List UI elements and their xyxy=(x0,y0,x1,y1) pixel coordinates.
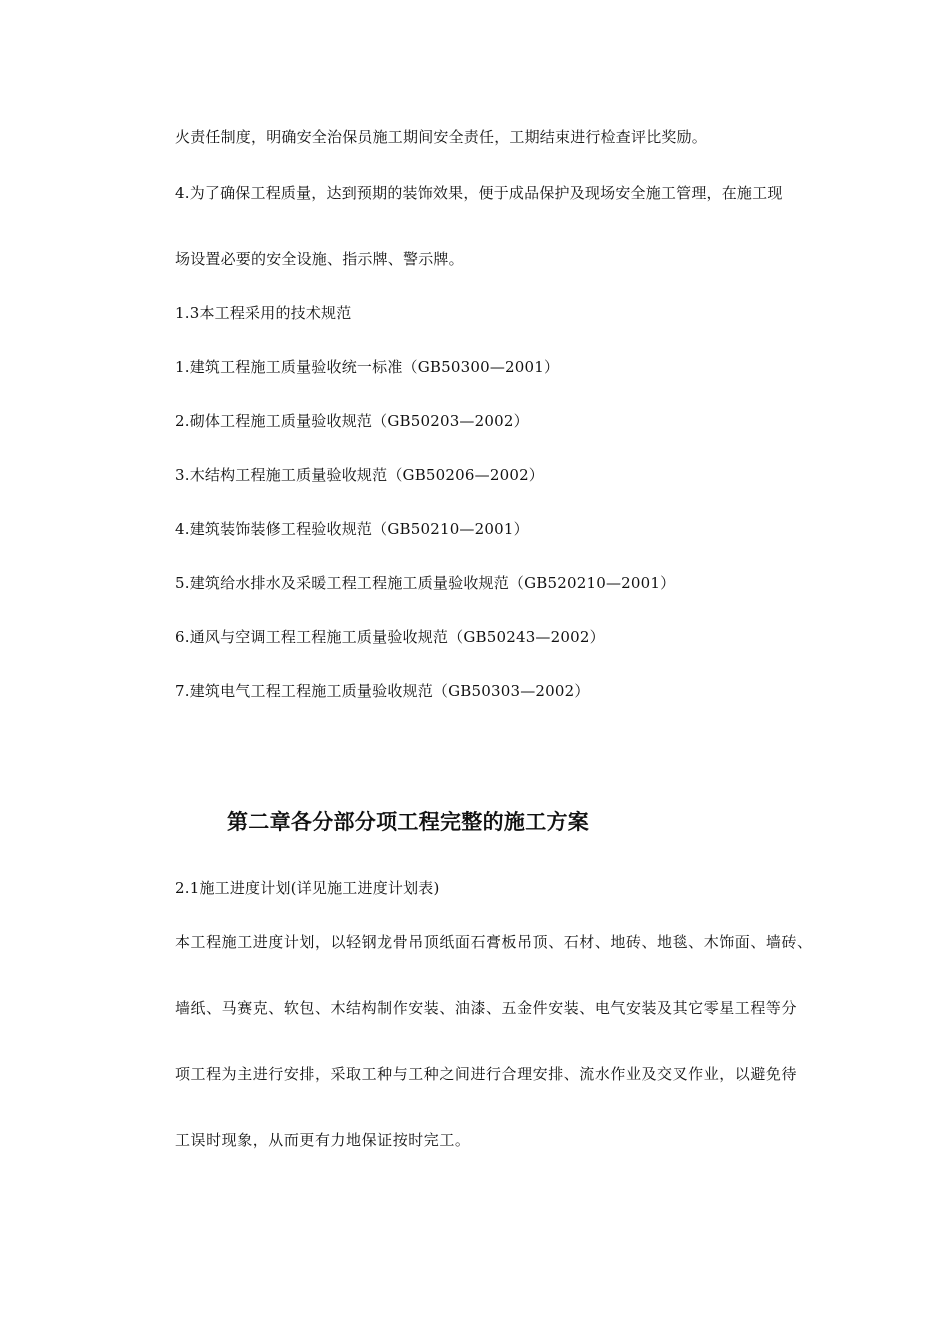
list-item: 7.建筑电气工程工程施工质量验收规范（GB50303—2002） xyxy=(175,682,590,700)
list-item: 2.砌体工程施工质量验收规范（GB50203—2002） xyxy=(175,412,529,430)
paragraph-line: 工误时现象，从而更有力地保证按时完工。 xyxy=(175,1131,471,1149)
paragraph-line: 墙纸、马赛克、软包、木结构制作安装、油漆、五金件安装、电气安装及其它零星工程等分 xyxy=(175,999,798,1017)
section-title: 1.3本工程采用的技术规范 xyxy=(175,304,352,322)
section-title: 2.1施工进度计划(详见施工进度计划表) xyxy=(175,879,440,897)
paragraph-line: 场设置必要的安全设施、指示牌、警示牌。 xyxy=(175,250,464,268)
chapter-heading: 第二章各分部分项工程完整的施工方案 xyxy=(227,810,590,834)
paragraph-line: 项工程为主进行安排，采取工种与工种之间进行合理安排、流水作业及交叉作业，以避免待 xyxy=(175,1065,798,1083)
list-item: 6.通风与空调工程工程施工质量验收规范（GB50243—2002） xyxy=(175,628,605,646)
list-item: 1.建筑工程施工质量验收统一标准（GB50300—2001） xyxy=(175,358,560,376)
list-item: 3.木结构工程施工质量验收规范（GB50206—2002） xyxy=(175,466,545,484)
paragraph-line: 本工程施工进度计划，以轻钢龙骨吊顶纸面石膏板吊顶、石材、地砖、地毯、木饰面、墙砖、 xyxy=(175,933,813,951)
list-item: 5.建筑给水排水及采暖工程工程施工质量验收规范（GB520210—2001） xyxy=(175,574,676,592)
paragraph-line: 火责任制度，明确安全治保员施工期间安全责任，工期结束进行检查评比奖励。 xyxy=(175,128,708,146)
paragraph-line: 4.为了确保工程质量，达到预期的装饰效果，便于成品保护及现场安全施工管理，在施工现 xyxy=(175,184,783,202)
list-item: 4.建筑装饰装修工程验收规范（GB50210—2001） xyxy=(175,520,529,538)
